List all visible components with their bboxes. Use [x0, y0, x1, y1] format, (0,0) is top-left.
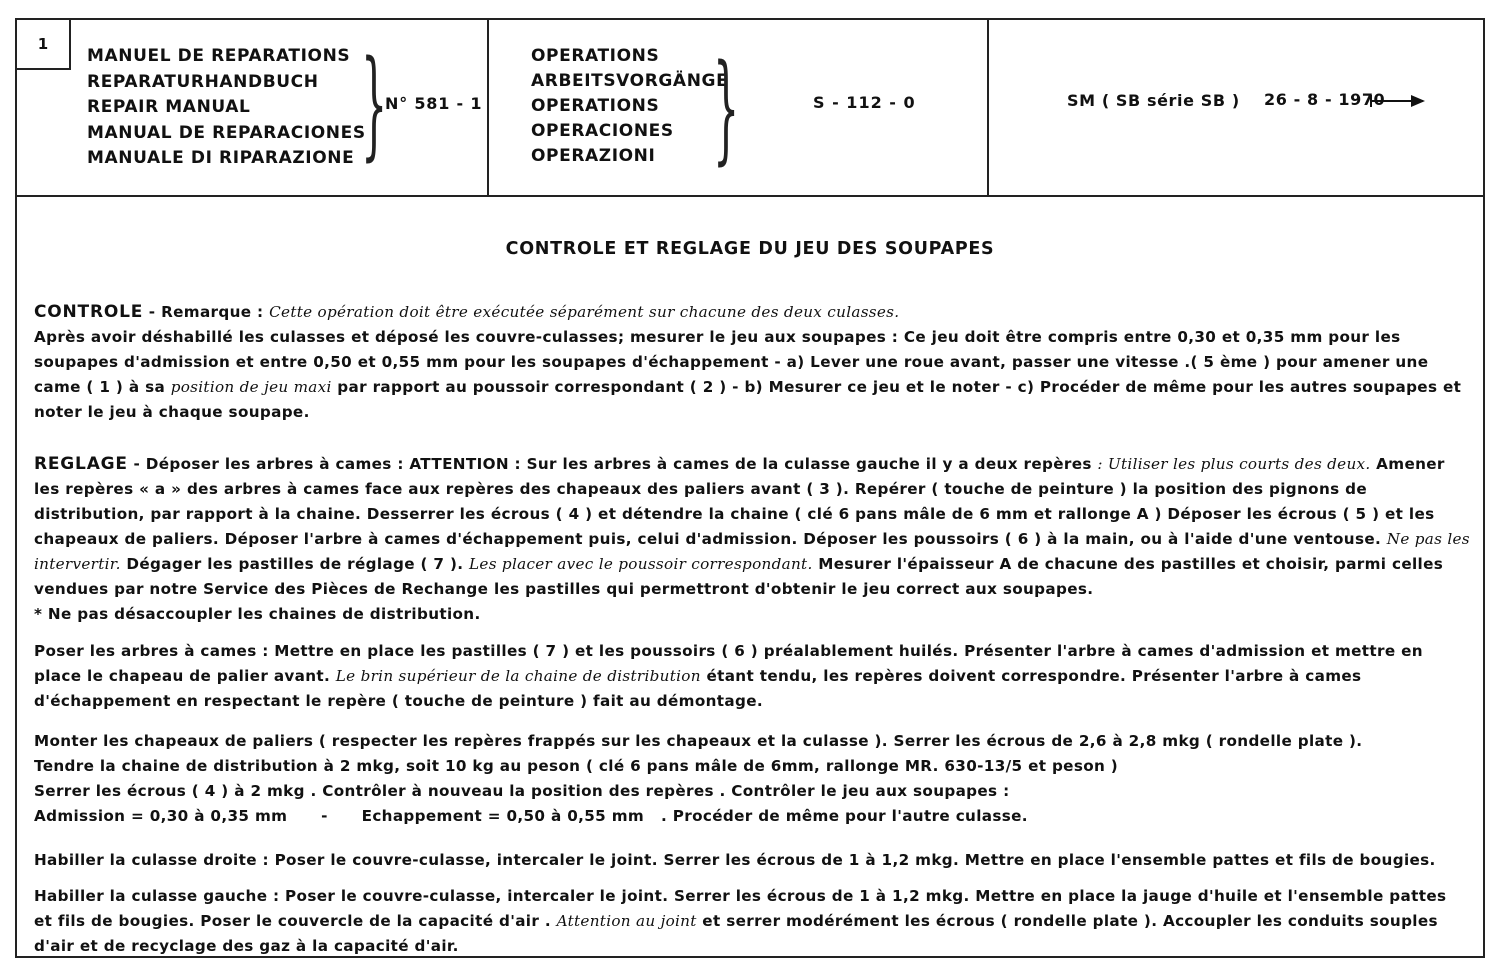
emphasis-text: Le brin supérieur de la chaine de distribution — [335, 667, 701, 685]
emphasis-text: Les placer avec le poussoir correspondant. — [469, 555, 813, 573]
operation-title-de: ARBEITSVORGÄNGE — [531, 71, 729, 91]
header-divider — [987, 20, 989, 195]
header-divider — [487, 20, 489, 195]
section-habiller-droite — [34, 848, 1470, 873]
page-number: 1 — [17, 20, 71, 70]
arrow-right-icon — [1369, 91, 1427, 111]
paragraph-line: Monter les chapeaux de paliers ( respecter les repères frappés sur les chapeaux et la culasse ). Serrer les écrous de 2,6 à 2,8 mkg ( rondelle plate ). — [34, 732, 1363, 750]
section-heading: CONTROLE — [34, 302, 144, 322]
remark-label: - Remarque : — [143, 303, 270, 321]
section-monter — [34, 729, 1470, 829]
paragraph-text: - Déposer les arbres à cames : ATTENTION : Sur les arbres à cames de la culasse gauche il y a deux repères — [127, 455, 1098, 473]
section-reglage — [34, 452, 1470, 627]
paragraph-text: Habiller la culasse droite : Poser le couvre-culasse, intercaler le joint. Serrer les écrous de 1 à 1,2 mkg. Mettre en place l'ensemble pattes et fils de bougies. — [34, 851, 1436, 869]
operation-title-fr: OPERATIONS — [531, 46, 660, 66]
emphasis-text: Attention au joint — [556, 912, 697, 930]
operation-number: S - 112 - 0 — [813, 93, 916, 112]
manual-title-en: REPAIR MANUAL — [87, 97, 251, 117]
page-header — [17, 20, 1483, 197]
paragraph-text: Amener les repères « a » des arbres à cames face aux repères des chapeaux des paliers avant ( 3 ). Repérer ( touche de peinture ) la position des pignons de distribution, par rapport à la chaine. Desserrer les écrous ( 4 ) et détendre la chaine ( clé 6 pans mâle de 6 mm et rallonge A ) Déposer les écrous ( 5 ) et les chapeaux de paliers. Déposer l'arbre à cames d'échappement puis, celui d'admission. Déposer les poussoirs ( 6 ) à la main, ou à l'aide d'une ventouse. — [34, 455, 1445, 548]
brace-icon: } — [361, 34, 388, 172]
paragraph-line: Tendre la chaine de distribution à 2 mkg, soit 10 kg au peson ( clé 6 pans mâle de 6mm, rallonge MR. 630-13/5 et peson ) — [34, 757, 1119, 775]
operation-title-en: OPERATIONS — [531, 96, 660, 116]
clearance-values: Admission = 0,30 à 0,35 mm - Echappement = 0,50 à 0,55 mm . Procéder de même pour l'autre culasse. — [34, 807, 1028, 825]
manual-title-fr: MANUEL DE REPARATIONS — [87, 46, 351, 66]
manual-title-es: MANUAL DE REPARACIONES — [87, 122, 366, 143]
manual-titles — [87, 44, 366, 172]
section-heading: REGLAGE — [34, 454, 128, 474]
emphasis-text: : Utiliser les plus courts des deux. — [1097, 455, 1371, 473]
paragraph-text: par rapport au poussoir correspondant ( 2 ) - b) Mesurer ce jeu et le noter - c) Procéder de même pour les autres soupapes et noter le jeu à chaque soupape. — [34, 378, 1462, 421]
emphasis-text: Ne pas les intervertir. — [34, 530, 1470, 573]
manual-page — [15, 18, 1485, 958]
section-poser — [34, 639, 1470, 714]
document-title: CONTROLE ET REGLAGE DU JEU DES SOUPAPES — [505, 239, 995, 259]
emphasis-text: position de jeu maxi — [170, 378, 332, 396]
remark-note: Cette opération doit être exécutée séparément sur chacune des deux culasses. — [269, 303, 900, 321]
footnote: * Ne pas désaccoupler les chaines de distribution. — [34, 605, 481, 623]
paragraph-text: étant tendu, les repères doivent correspondre. Présenter l'arbre à cames d'échappement en respectant le repère ( touche de peinture ) fait au démontage. — [34, 667, 1362, 710]
operation-title-it: OPERAZIONI — [531, 146, 656, 166]
paragraph-text: Poser les arbres à cames : Mettre en place les pastilles ( 7 ) et les poussoirs ( 6 ) préalablement huilés. Présenter l'arbre à cames d'admission et mettre en place le chapeau de palier avant. — [34, 642, 1423, 685]
brace-icon: } — [713, 38, 740, 176]
operation-titles — [531, 44, 728, 169]
paragraph-text: Habiller la culasse gauche : Poser le couvre-culasse, intercaler le joint. Serrer les écrous de 1 à 1,2 mkg. Mettre en place la jauge d'huile et l'ensemble pattes et fils de bougies. Poser le couvercle de la capacité d'air . — [34, 887, 1447, 930]
paragraph-text: et serrer modérément les écrous ( rondelle plate ). Accoupler les conduits souples d'air et de recyclage des gaz à la capacité d'air. — [34, 912, 1438, 955]
paragraph-text: Dégager les pastilles de réglage ( 7 ). — [120, 555, 470, 573]
paragraph-line: Serrer les écrous ( 4 ) à 2 mkg . Contrôler à nouveau la position des repères . Contrôler le jeu aux soupapes : — [34, 782, 1010, 800]
section-habiller-gauche — [34, 884, 1470, 959]
vehicle-model: SM ( SB série SB ) — [1067, 91, 1240, 110]
manual-title-it: MANUALE DI RIPARAZIONE — [87, 148, 355, 168]
issue-date: 26 - 8 - 1970 — [1264, 90, 1386, 109]
manual-title-de: REPARATURHANDBUCH — [87, 71, 319, 92]
paragraph-text: Mesurer l'épaisseur A de chacune des pastilles et choisir, parmi celles vendues par notre Service des Pièces de Rechange les pastilles qui permettront d'obtenir le jeu correct aux soupapes. — [34, 555, 1444, 598]
operation-title-es: OPERACIONES — [531, 121, 674, 141]
manual-number: N° 581 - 1 — [385, 94, 483, 113]
paragraph-text: Après avoir déshabillé les culasses et déposé les couvre-culasses; mesurer le jeu aux soupapes : Ce jeu doit être compris entre 0,30 et 0,35 mm pour les soupapes d'admission et entre 0,50 et 0,55 mm pour les soupapes d'échappement - a) Lever une roue avant, passer une vitesse .( 5 ème ) pour amener une came ( 1 ) à sa — [34, 328, 1429, 396]
section-controle — [34, 300, 1470, 425]
